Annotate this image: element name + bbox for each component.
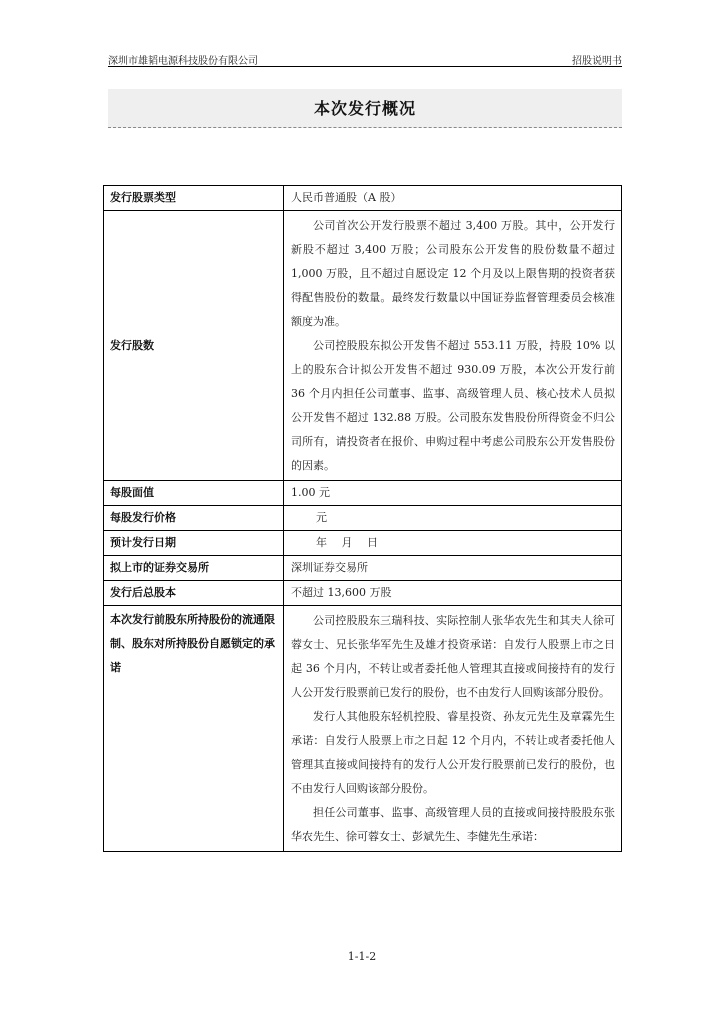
page-title: 本次发行概况	[313, 99, 416, 118]
shares-paragraph-1: 公司首次公开发行股票不超过 3,400 万股。其中，公开发行新股不超过 3,400 万股；公司股东公开发售的股份数量不超过 1,000 万股，且不超过自愿设定 12 个月及以上限售期的投资者获得配售股份的数量。最终发行数量以中国证券监督管理委员会核准额度为准。	[291, 219, 615, 328]
row-value-total-shares: 不超过 13,600 万股	[284, 581, 622, 606]
row-label-stock-type: 发行股票类型	[104, 186, 284, 211]
table-row	[104, 531, 622, 556]
row-value-date: 年 月 日	[284, 531, 622, 556]
lockup-paragraph-1: 公司控股股东三瑞科技、实际控制人张华农先生和其夫人徐可蓉女士、兄长张华军先生及雄才投资承诺：自发行人股票上市之日起 36 个月内，不转让或者委托他人管理其直接或间接持有的发行人公开发行股票前已发行的股份，也不由发行人回购该部分股份。	[291, 614, 615, 699]
table-row	[104, 211, 622, 481]
table-row	[104, 581, 622, 606]
row-label-price: 每股发行价格	[104, 506, 284, 531]
lockup-paragraph-2: 发行人其他股东轻机控股、睿星投资、孙友元先生及章霖先生承诺：自发行人股票上市之日起 12 个月内，不转让或者委托他人管理其直接或间接持有的发行人公开发行股票前已发行的股份，也不由发行人回购该部分股份。	[291, 710, 615, 795]
page-header	[108, 50, 622, 67]
row-label-par-value: 每股面值	[104, 481, 284, 506]
header-document-type: 招股说明书	[572, 56, 622, 67]
row-label-lockup: 本次发行前股东所持股份的流通限制、股东对所持股份自愿锁定的承诺	[104, 606, 284, 852]
row-label-total-shares: 发行后总股本	[104, 581, 284, 606]
header-company-name: 深圳市雄韬电源科技股份有限公司	[108, 56, 258, 67]
table-row	[104, 481, 622, 506]
shares-paragraph-2: 公司控股股东拟公开发售不超过 553.11 万股，持股 10% 以上的股东合计拟公开发售不超过 930.09 万股，本次公开发行前 36 个月内担任公司董事、监事、高级管理人员、核心技术人员拟公开发售不超过 132.88 万股。公司股东发售股份所得资金不归公司所有，请投资者在报价、申购过程中考虑公司股东公开发售股份的因素。	[291, 339, 615, 472]
row-value-stock-type: 人民币普通股（A 股）	[284, 186, 622, 211]
row-value-lockup	[284, 606, 622, 852]
row-value-shares	[284, 211, 622, 481]
offering-info-table	[103, 185, 622, 852]
page-number: 1-1-2	[347, 950, 377, 963]
row-value-exchange: 深圳证券交易所	[284, 556, 622, 581]
table-row	[104, 186, 622, 211]
title-band	[108, 89, 622, 128]
row-label-shares: 发行股数	[104, 211, 284, 481]
row-label-date: 预计发行日期	[104, 531, 284, 556]
table-row	[104, 506, 622, 531]
row-value-price: 元	[284, 506, 622, 531]
row-label-exchange: 拟上市的证券交易所	[104, 556, 284, 581]
table-row	[104, 556, 622, 581]
row-value-par-value: 1.00 元	[284, 481, 622, 506]
lockup-paragraph-3: 担任公司董事、监事、高级管理人员的直接或间接持股股东张华农先生、徐可蓉女士、彭斌先生、李健先生承诺：	[291, 806, 615, 843]
table-row	[104, 606, 622, 852]
